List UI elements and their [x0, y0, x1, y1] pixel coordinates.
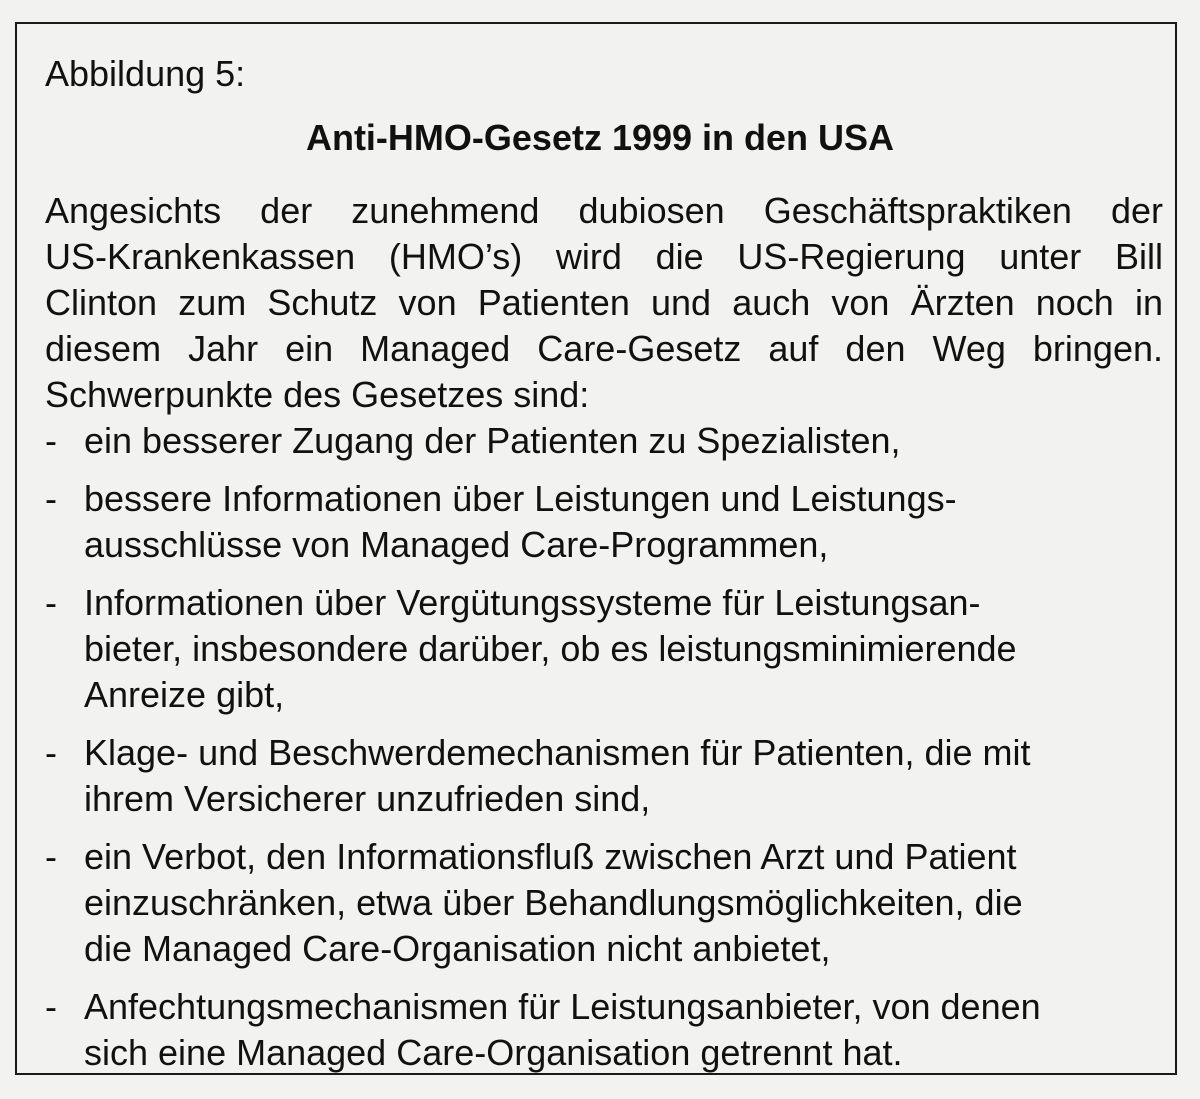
bullet-line: sich eine Managed Care-Organisation getrennt hat. [84, 1032, 903, 1073]
bullet-list [45, 418, 1163, 1088]
intro-line: Schwerpunkte des Gesetzes sind: [45, 374, 590, 415]
bullet-text [84, 730, 1163, 822]
intro-line: Angesichts der zunehmend dubiosen Geschäftspraktiken der [45, 190, 1163, 231]
bullet-dash: - [45, 986, 57, 1027]
bullet-item [45, 476, 1163, 568]
bullet-text [84, 418, 1163, 464]
bullet-dash: - [45, 732, 57, 773]
bullet-line: ausschlüsse von Managed Care-Programmen, [84, 524, 829, 565]
bullet-text [84, 984, 1163, 1076]
bullet-dash: - [45, 478, 57, 519]
bullet-line: Klage- und Beschwerdemechanismen für Patienten, die mit [84, 732, 1031, 773]
bullet-text [84, 834, 1163, 972]
bullet-dash: - [45, 582, 57, 623]
bullet-item [45, 984, 1163, 1076]
intro-line: US-Krankenkassen (HMO’s) wird die US-Regierung unter Bill [45, 236, 1163, 277]
bullet-line: bieter, insbesondere darüber, ob es leistungsminimierende [84, 628, 1017, 669]
figure-title: Anti-HMO-Gesetz 1999 in den USA [305, 117, 895, 158]
bullet-line: bessere Informationen über Leistungen und Leistungs- [84, 478, 957, 519]
bullet-item [45, 418, 1163, 464]
bullet-text [84, 580, 1163, 718]
intro-line: diesem Jahr ein Managed Care-Gesetz auf den Weg bringen. [45, 328, 1163, 369]
bullet-line: ein besserer Zugang der Patienten zu Spezialisten, [84, 420, 901, 461]
bullet-line: Anfechtungsmechanismen für Leistungsanbieter, von denen [84, 986, 1041, 1027]
intro-line: Clinton zum Schutz von Patienten und auch von Ärzten noch in [45, 282, 1163, 323]
bullet-line: ihrem Versicherer unzufrieden sind, [84, 778, 651, 819]
figure-label: Abbildung 5: [45, 53, 246, 94]
bullet-dash: - [45, 420, 57, 461]
bullet-line: ein Verbot, den Informationsfluß zwischen Arzt und Patient [84, 836, 1017, 877]
bullet-line: Anreize gibt, [84, 674, 285, 715]
intro-paragraph [45, 188, 1163, 418]
bullet-item [45, 580, 1163, 718]
bullet-line: die Managed Care-Organisation nicht anbietet, [84, 928, 831, 969]
bullet-line: einzuschränken, etwa über Behandlungsmöglichkeiten, die [84, 882, 1023, 923]
bullet-item [45, 730, 1163, 822]
bullet-text [84, 476, 1163, 568]
bullet-line: Informationen über Vergütungssysteme für Leistungsan- [84, 582, 981, 623]
bullet-item [45, 834, 1163, 972]
bullet-dash: - [45, 836, 57, 877]
